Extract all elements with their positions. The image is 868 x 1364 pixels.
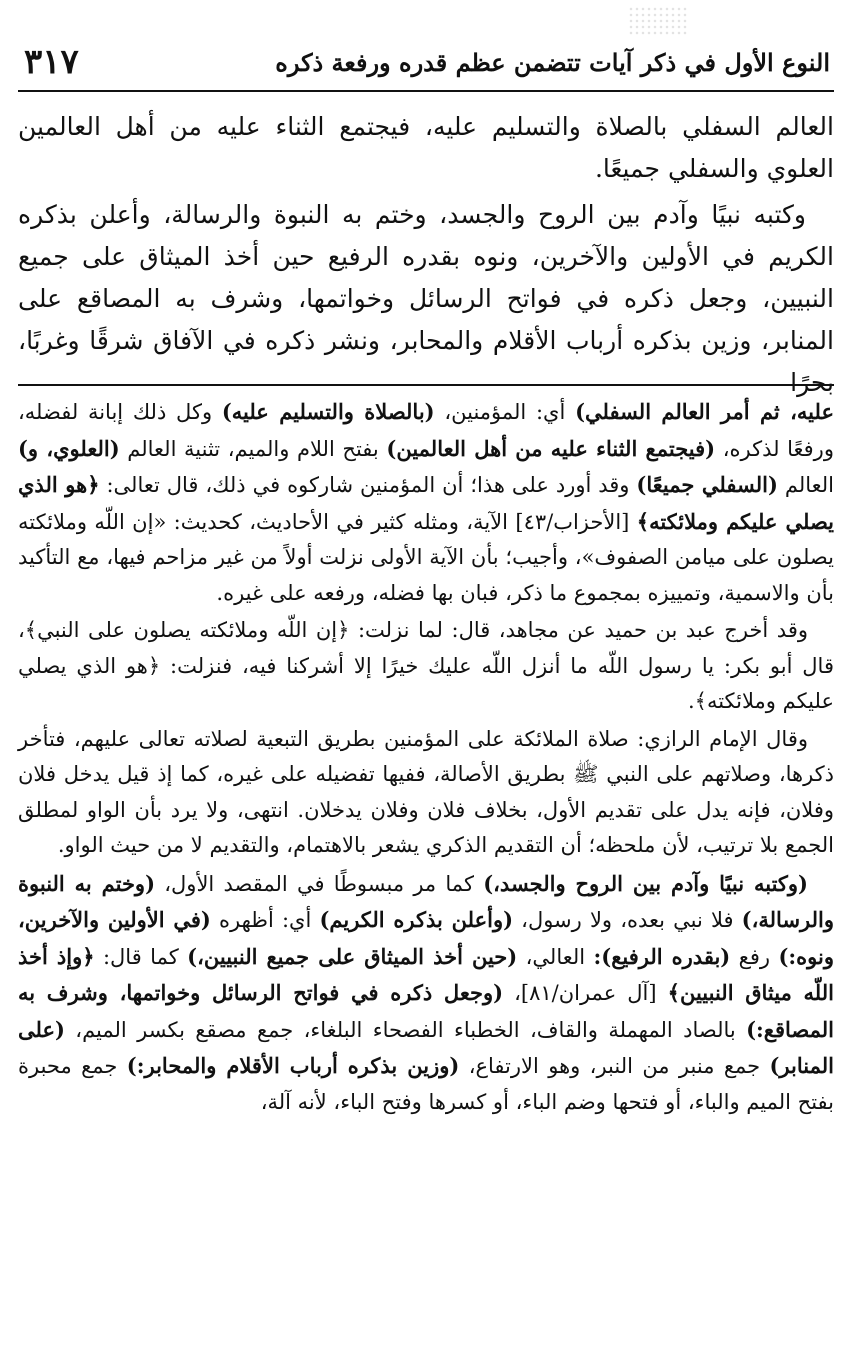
commentary-text: وكل ذلك إبانة لفضله، ورفعًا لذكره،: [18, 400, 834, 461]
quoted-text: (حين أخذ الميثاق على جميع النبيين،): [187, 943, 518, 969]
commentary-paragraph: وقد أخرج عبد بن حميد عن مجاهد، قال: لما نزلت: ﴿إن اللّه وملائكته يصلون على النبي﴾، قال أبو بكر: يا رسول اللّه ما أنزل اللّه عليك خيرًا إلا أشركنا فيه، فنزلت: ﴿هو الذي يصلي عليكم وملائكته﴾.: [18, 618, 834, 713]
commentary-text: [آل عمران/٨١]،: [503, 981, 668, 1005]
commentary-text: العالي،: [517, 944, 594, 969]
quoted-text: (وزين بذكره أرباب الأقلام والمحابر:): [126, 1053, 460, 1078]
commentary-text: العالم: [777, 473, 834, 497]
book-page: [18, 0, 834, 1364]
footnote-separator: [18, 384, 834, 386]
quoted-text: (السفلي جميعًا): [636, 472, 778, 497]
commentary-text: وقد أورد على هذا؛ أن المؤمنين شاركوه في ذلك، قال تعالى:: [99, 473, 637, 497]
main-text: [18, 106, 834, 404]
quoted-text: (في الأولين والآخرين، ونوه:): [18, 907, 834, 969]
quran-verse: ﴿وإذ أخذ اللّه ميثاق النبيين﴾: [18, 943, 834, 1005]
commentary-text: بفتح اللام والميم، تثنية العالم: [119, 436, 387, 461]
commentary-paragraph: [18, 394, 834, 611]
commentary-text: كما مر مبسوطًا في المقصد الأول،: [155, 871, 484, 896]
quoted-text: (وجعل ذكره في فواتح الرسائل وخواتمها، وشرف به المصاقع:): [18, 980, 834, 1042]
page-number: ٣١٧: [24, 42, 79, 82]
commentary-paragraph: [18, 866, 834, 1121]
quran-verse: ﴿هو الذي يصلي عليكم وملائكته﴾: [18, 472, 835, 534]
commentary-paragraph: وقال الإمام الرازي: صلاة الملائكة على المؤمنين بطريق التبعية لصلاته تعالى عليهم، فتأخر ذكرها، وصلاتهم على النبي ﷺ بطريق الأصالة، ففيها تفضيله على غيره، كما إذ قيل يدخل فلان وفلان، فإنه يدل على تقديم الأول، بخلاف فلان وفلان يدخلان. انتهى، ولا يرد بأن الواو لمطلق الجمع بلا ترتيب، لأن ملحظه؛ أن التقديم الذكري يشعر بالاهتمام، والتقديم لا من حيث الواو.: [18, 726, 834, 857]
commentary-text: أي: المؤمنين،: [434, 400, 576, 424]
quoted-text: (بالصلاة والتسليم عليه): [221, 399, 435, 424]
quoted-text: (وأعلن بذكره الكريم): [319, 907, 514, 932]
quoted-text: (على المنابر): [18, 1016, 834, 1078]
running-header: [18, 42, 834, 92]
commentary-text: جمع محبرة بفتح الميم والباء، أو فتحها وضم الباء، أو كسرها وفتح الباء، لأنه آلة،: [18, 1054, 834, 1114]
commentary-text: كما قال:: [94, 944, 188, 969]
commentary-text: رفع: [730, 944, 779, 969]
commentary: [18, 394, 834, 1122]
commentary-text: فلا نبي بعده، ولا رسول،: [513, 908, 742, 932]
main-paragraph: العالم السفلي بالصلاة والتسليم عليه، فيجتمع الثناء عليه من أهل العالمين العلوي والسفلي جميعًا.: [18, 112, 834, 183]
quoted-text: عليه، ثم أمر العالم السفلي): [575, 399, 834, 424]
chapter-title: النوع الأول في ذكر آيات تتضمن عظم قدره ورفعة ذكره: [275, 48, 830, 77]
quoted-text: (وكتبه نبيًا وآدم بين الروح والجسد،): [483, 870, 808, 896]
main-paragraph: وكتبه نبيًا وآدم بين الروح والجسد، وختم به النبوة والرسالة، وأعلن بذكره الكريم في الأولين والآخرين، ونوه بقدره الرفيع حين أخذ الميثاق على جميع النبيين، وجعل ذكره في فواتح الرسائل وخواتمها، وشرف به المصاقع على المنابر، وزين بذكره أرباب الأقلام والمحابر، ونشر ذكره في الآفاق شرقًا وغربًا، بحرًا: [18, 200, 834, 397]
commentary-text: بالصاد المهملة والقاف، الخطباء الفصحاء البلغاء، جمع مصقع بكسر الميم،: [64, 1017, 747, 1042]
quoted-text: (وختم به النبوة والرسالة،): [18, 870, 834, 932]
quoted-text: (فيجتمع الثناء عليه من أهل العالمين): [386, 435, 716, 461]
commentary-text: [الأحزاب/٤٣] الآية، ومثله كثير في الأحاديث، كحديث: «إن اللّه وملائكته يصلون على ميامن الصفوف»، وأجيب؛ بأن الآية الأولى نزلت أولاً من غير مزاحم فيها، مع التأكيد بأن والاسمية، وتمييزه بمجموع ما ذكر، فبان بها فضله، ورفعه على غيره.: [18, 509, 834, 605]
quoted-text: (بقدره الرفيع):: [593, 943, 731, 969]
commentary-text: جمع منبر من النبر، وهو الارتفاع،: [459, 1054, 770, 1078]
commentary-text: أي: أظهره: [210, 908, 320, 932]
quoted-text: (العلوي، و): [18, 435, 120, 461]
